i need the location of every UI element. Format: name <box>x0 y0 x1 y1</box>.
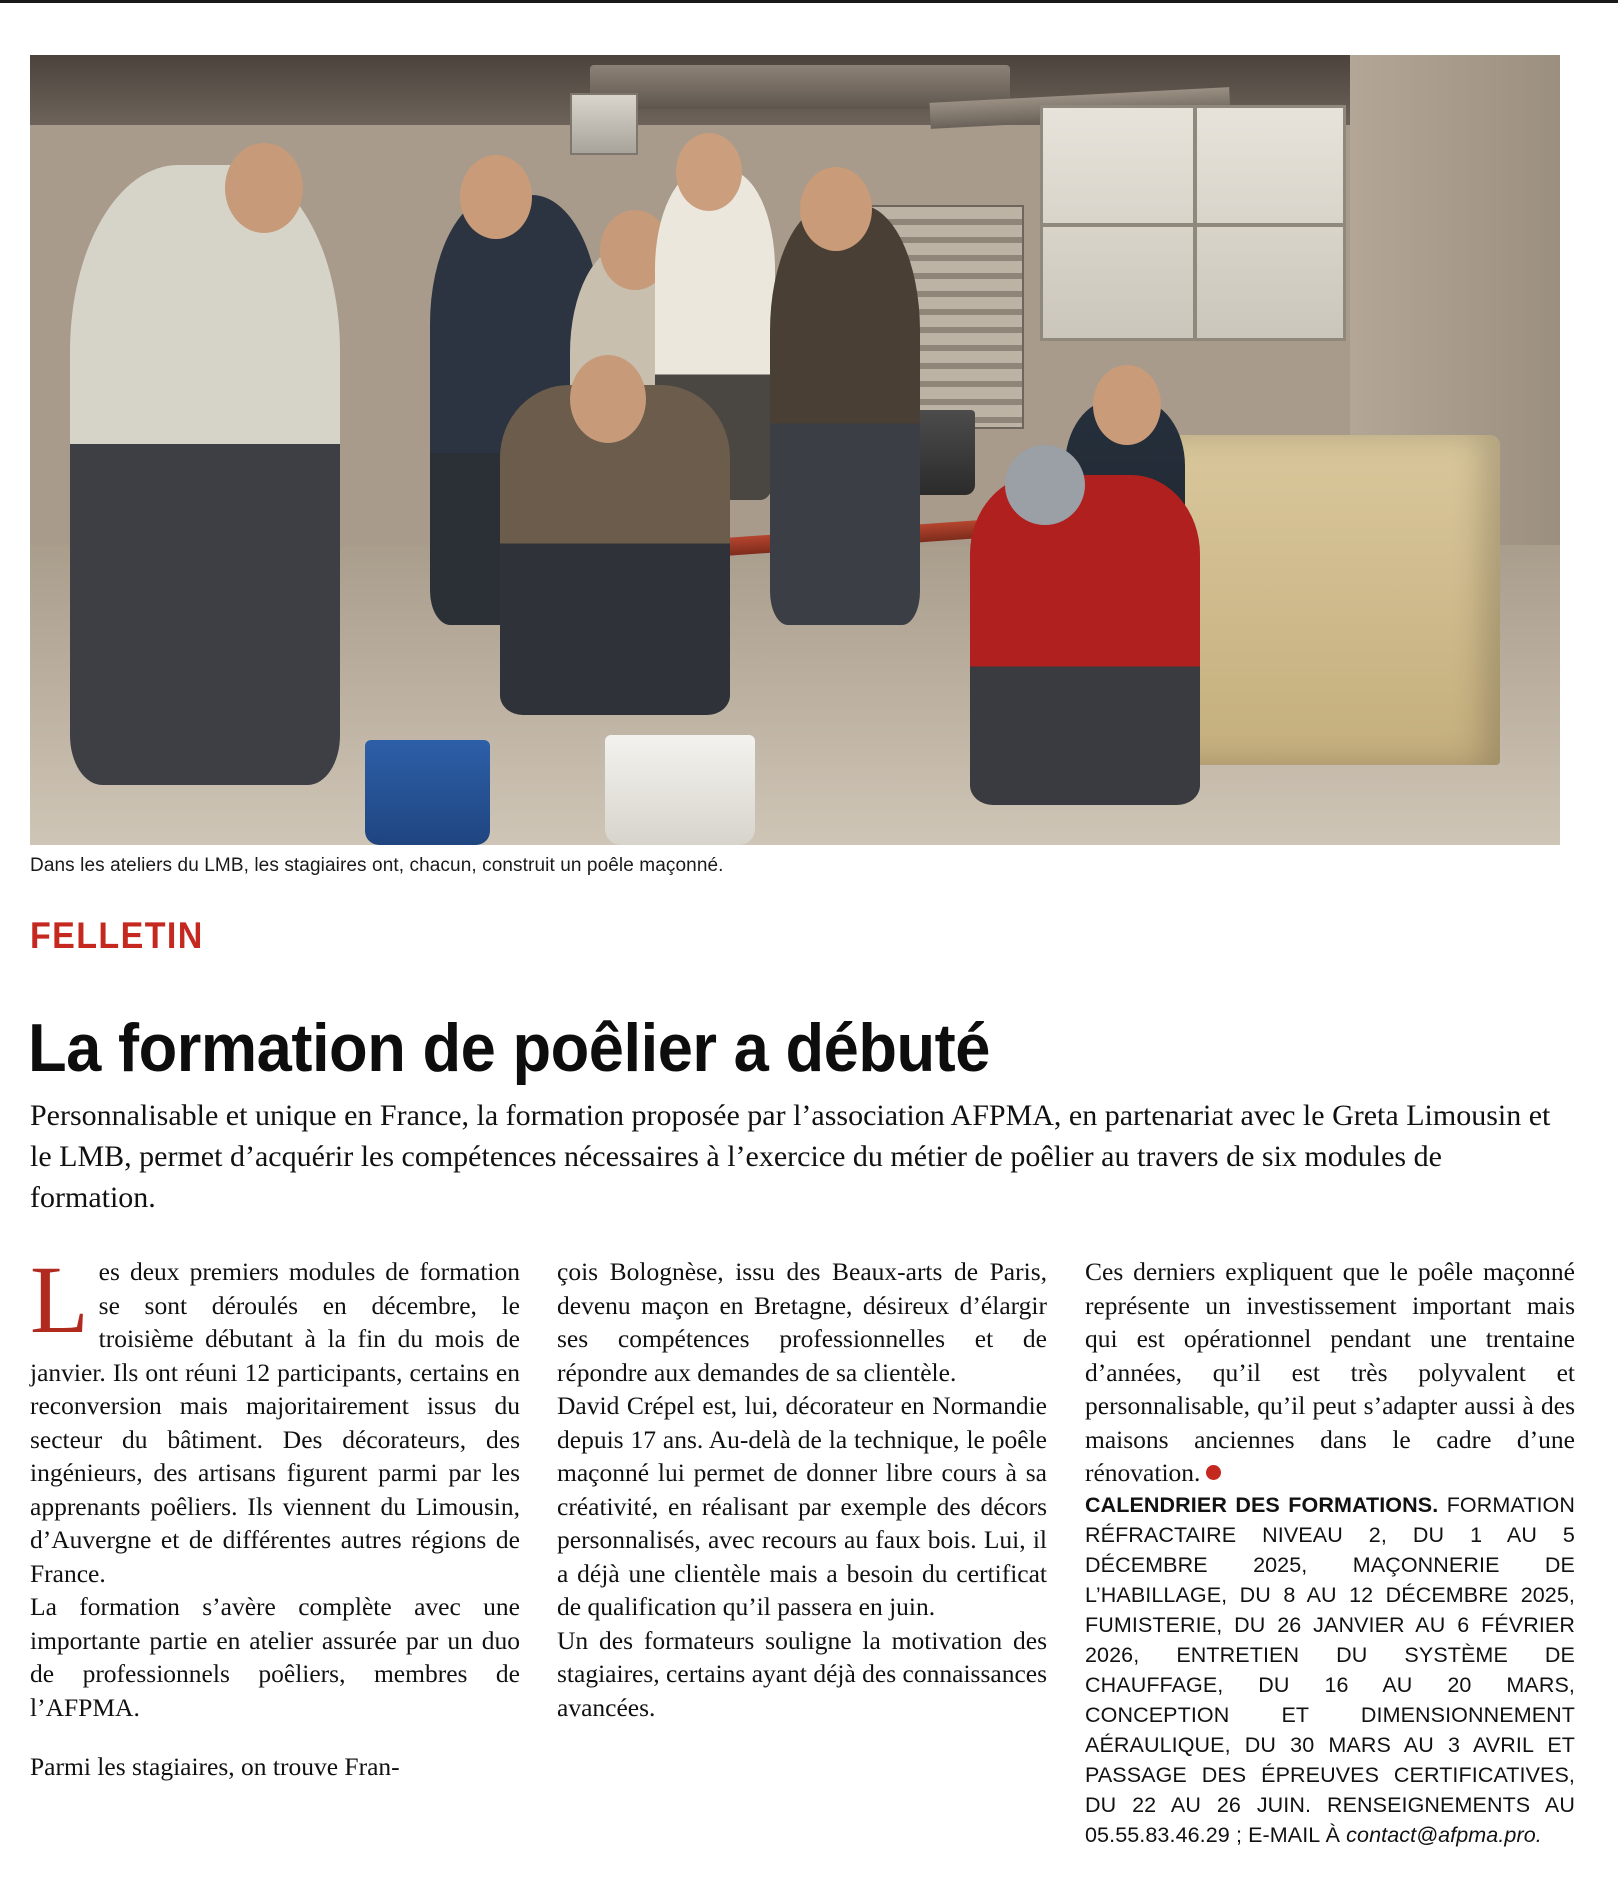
article-standfirst: Personnalisable et unique en France, la formation proposée par l’association AFPMA, en partenariat avec le Greta Limousin et le LMB, permet d’acquérir les compétences nécessaires à l’exercice du métier de poêlier au travers de six modules de formation. <box>30 1099 1551 1214</box>
paragraph-text: es deux premiers modules de formation se sont déroulés en décembre, le troisième débutant à la fin du mois de janvier. Ils ont réuni 12 participants, certains en reconversion mais majoritairement issus du secteur du bâtiment. Des décorateurs, des ingénieurs, des artisans figurent parmi par les apprenants poêliers. Ils viennent du Limousin, d’Auvergne et de différentes autres régions de France. <box>30 1257 520 1588</box>
paragraph <box>30 1246 520 1590</box>
photo-person-7 <box>970 475 1200 805</box>
article-body <box>30 1246 1575 1875</box>
paragraph: çois Bolognèse, issu des Beaux-arts de Paris, devenu maçon en Bretagne, désireux d’élargir ses compétences professionnelles et de répondre aux demandes de sa clientèle. <box>557 1257 1047 1387</box>
article-column-3 <box>1085 1255 1575 1850</box>
photo-person-5 <box>770 205 920 625</box>
photo-person-6-head <box>570 355 646 443</box>
photo-bucket-white <box>605 735 755 845</box>
paragraph: La formation s’avère complète avec une importante partie en atelier assurée par un duo de professionnels poêliers, membres de l’AFPMA. <box>30 1592 520 1722</box>
contact-email[interactable]: contact@afpma.pro. <box>1346 1822 1542 1847</box>
photo-bucket-blue <box>365 740 490 845</box>
article-photo <box>30 55 1560 845</box>
photo-person-7-head <box>1005 445 1085 525</box>
photo-person-2-head <box>460 155 532 239</box>
paragraph-text: Ces derniers expliquent que le poêle maçonné représente un investissement important mais qui est opérationnel pendant une trentaine d’années, qu’il est très polyvalent et personnalisable, qu’il peut s’adapter aussi à des maisons anciennes dans le cadre d’une rénovation. <box>1085 1257 1575 1487</box>
photo-window <box>1040 105 1346 341</box>
drop-cap: L <box>30 1246 89 1353</box>
photo-person-1 <box>70 165 340 785</box>
paragraph: David Crépel est, lui, décorateur en Normandie depuis 17 ans. Au-delà de la technique, le poêle maçonné lui permet de donner libre cours à sa créativité, en réalisant par exemple des décors personnalisés, avec recours au faux bois. Lui, il a déjà une clientèle mais a besoin du certificat de qualification qu’il passera en juin. <box>557 1391 1047 1621</box>
photo-person-4-head <box>676 133 742 211</box>
paragraph: Parmi les stagiaires, on trouve Fran- <box>30 1752 400 1781</box>
paragraph <box>1085 1255 1575 1490</box>
article-kicker: FELLETIN <box>30 915 204 956</box>
training-calendar-label: CALENDRIER DES FORMATIONS. <box>1085 1492 1439 1517</box>
paragraph: Un des formateurs souligne la motivation des stagiaires, certains ayant déjà des connaissances avancées. <box>557 1625 1047 1722</box>
training-calendar <box>1085 1490 1575 1850</box>
article-column-2 <box>557 1255 1047 1724</box>
page-title: La formation de poêlier a débuté <box>28 1009 990 1086</box>
photo-vent <box>570 93 638 155</box>
photo-caption: Dans les ateliers du LMB, les stagiaires ont, chacun, construit un poêle maçonné. <box>30 855 724 876</box>
end-of-article-dot <box>1206 1465 1221 1480</box>
photo-person-5-head <box>800 167 872 251</box>
training-calendar-body: FORMATION RÉFRACTAIRE NIVEAU 2, DU 1 AU 5 DÉCEMBRE 2025, MAÇONNERIE DE L’HABILLAGE, DU 8 AU 12 DÉCEMBRE 2025, FUMISTERIE, DU 26 JANVIER AU 6 FÉVRIER 2026, ENTRETIEN DU SYSTÈME DE CHAUFFAGE, DU 16 AU 20 MARS, CONCEPTION ET DIMENSIONNEMENT AÉRAULIQUE, DU 30 MARS AU 3 AVRIL ET PASSAGE DES ÉPREUVES CERTIFICATIVES, DU 22 AU 26 JUIN. RENSEIGNEMENTS AU 05.55.83.46.29 ; E-MAIL À <box>1085 1492 1575 1847</box>
article-column-1 <box>30 1246 520 1784</box>
photo-masonry-stove <box>1170 435 1500 765</box>
photo-scene <box>30 55 1560 845</box>
top-rule <box>0 0 1618 3</box>
photo-person-1-head <box>225 143 303 233</box>
photo-person-8-head <box>1093 365 1161 445</box>
